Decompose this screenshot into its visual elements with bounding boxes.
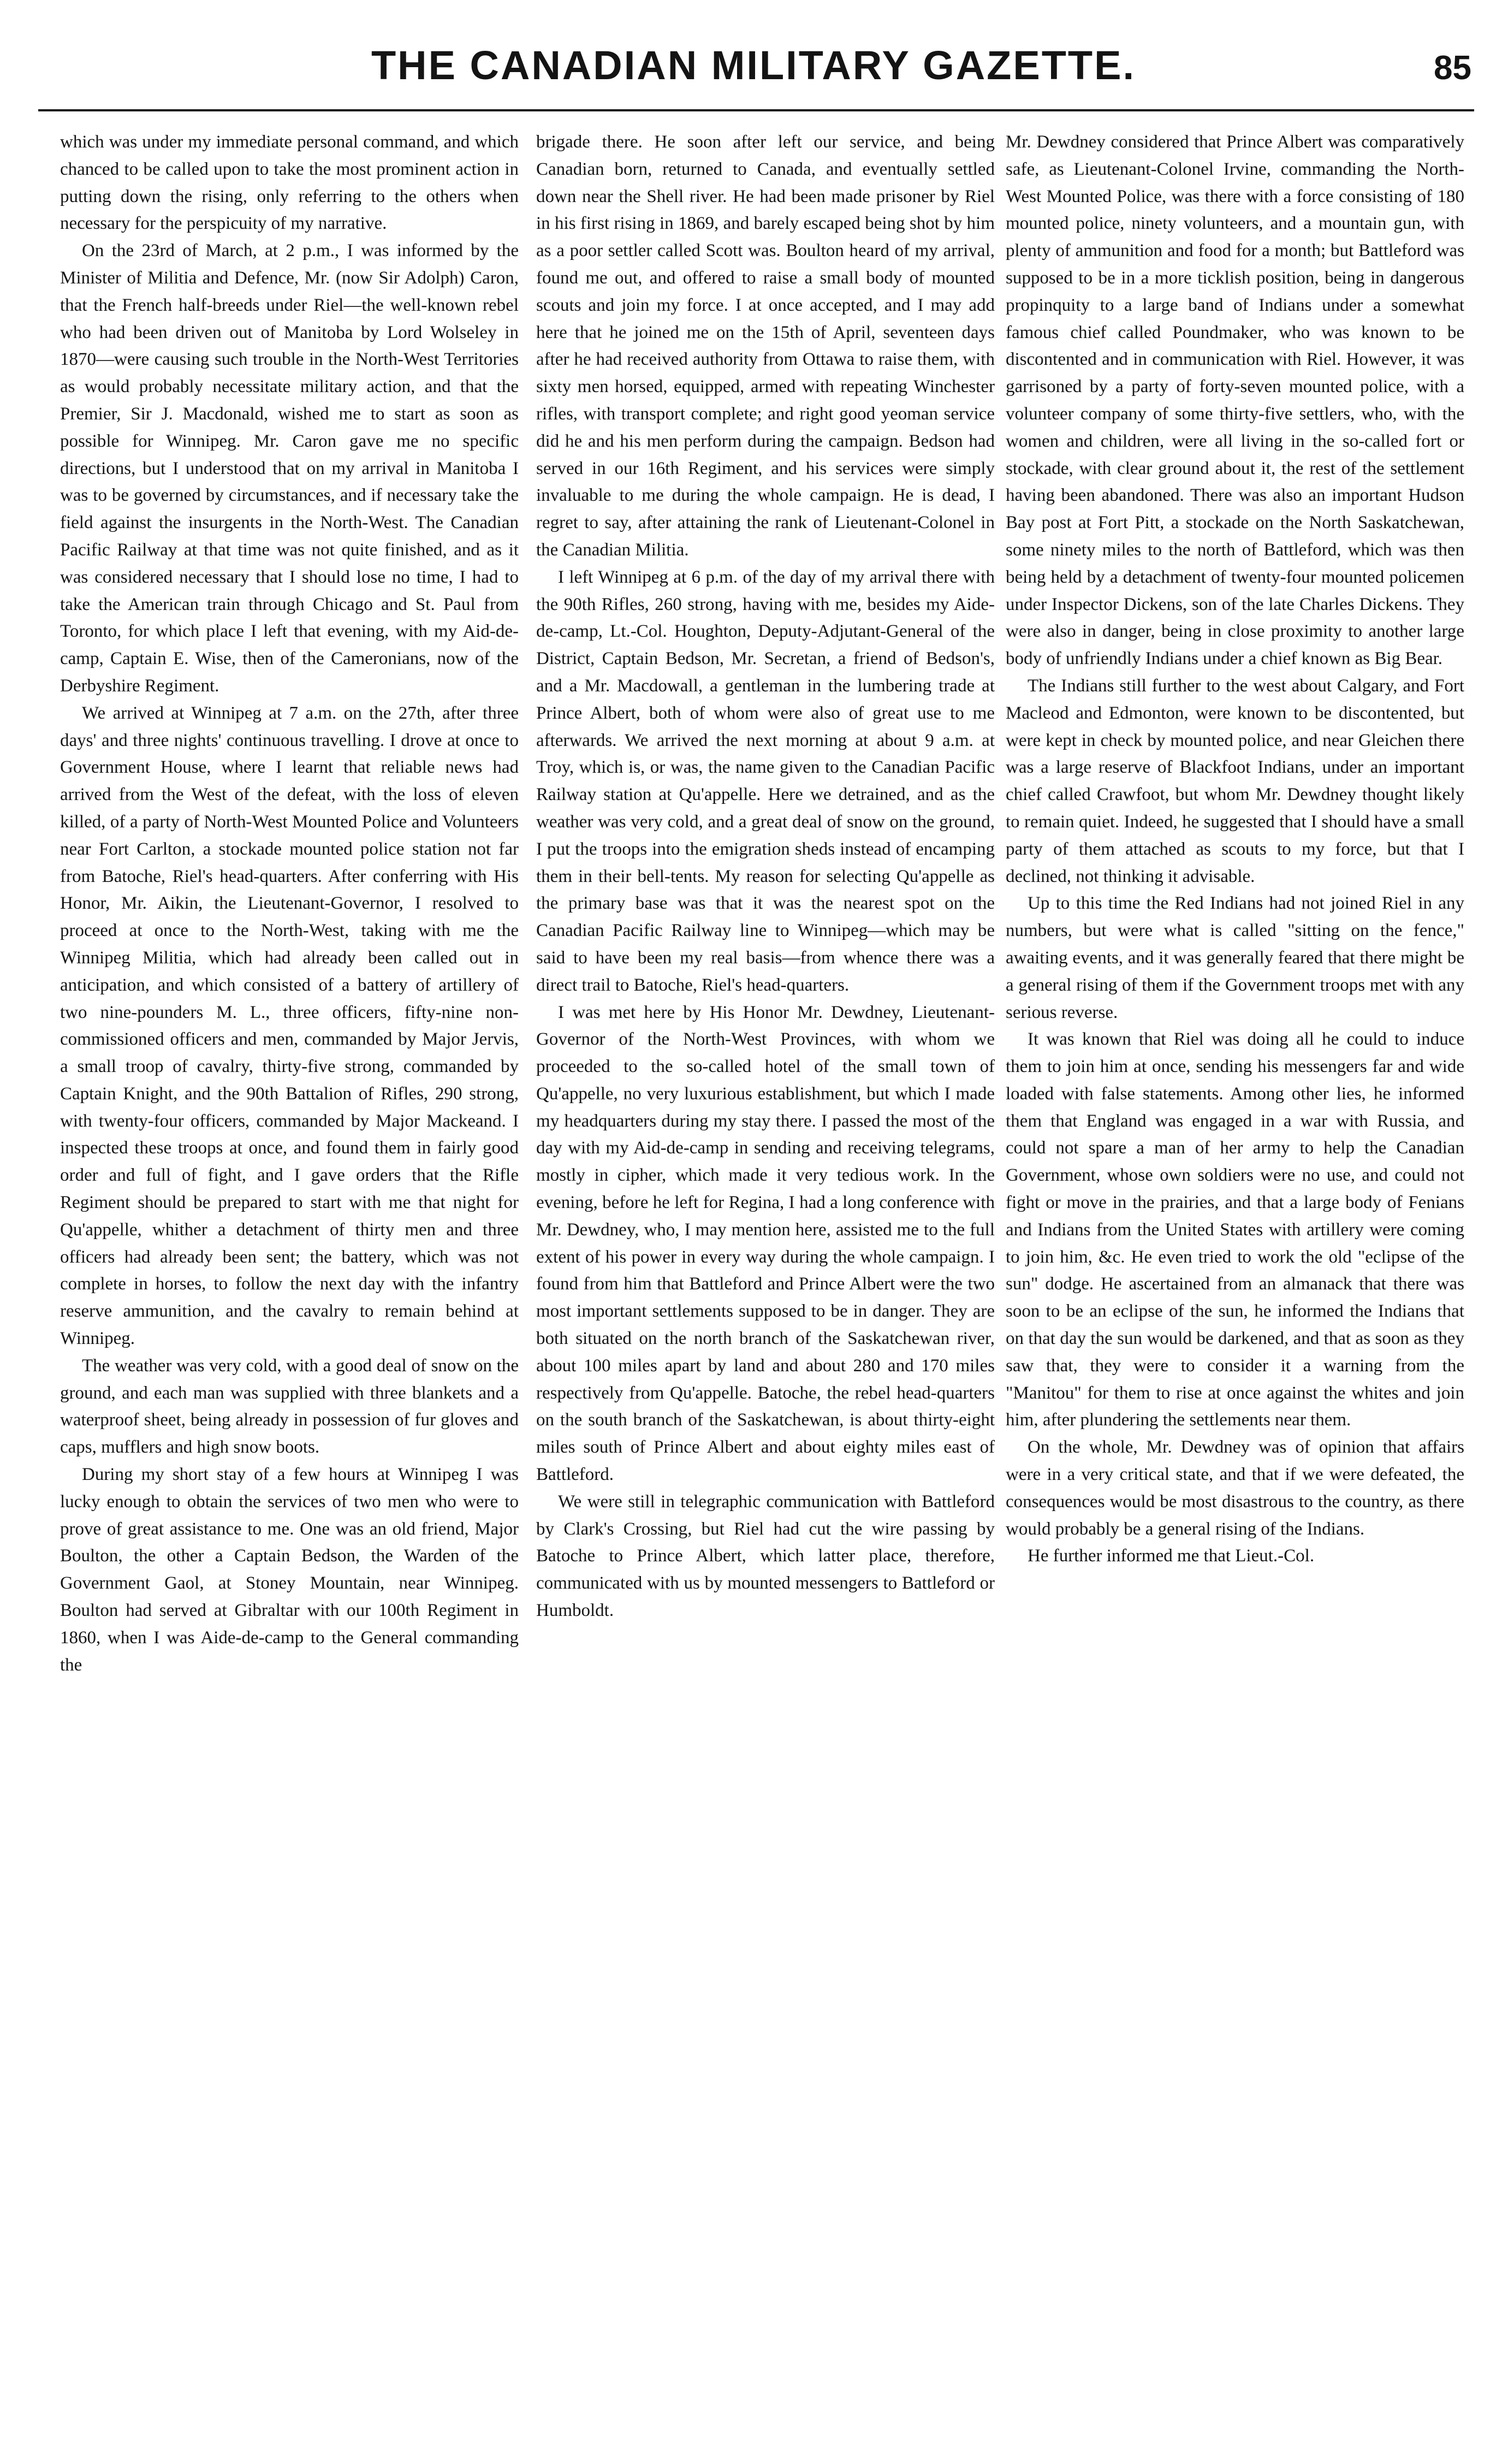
masthead-rule <box>38 109 1474 111</box>
paragraph: We arrived at Winnipeg at 7 a.m. on the 27th, after three days' and three nights' continuous travelling. I drove at once to Government House, where I learnt that reliable news had arrived from the West of the defeat, with the loss of eleven killed, of a party of North-West Mounted Police and Volunteers near Fort Carlton, a stockade mounted police station not far from Batoche, Riel's head-quarters. After conferring with His Honor, Mr. Aikin, the Lieutenant-Governor, I resolved to proceed at once to the North-West, taking with me the Winnipeg Militia, which had already been called out in anticipation, and which consisted of a battery of artillery of two nine-pounders M. L., three officers, fifty-nine non-commissioned officers and men, commanded by Major Jervis, a small troop of cavalry, thirty-five strong, commanded by Captain Knight, and the 90th Battalion of Rifles, 290 strong, with twenty-four officers, commanded by Major Mackeand. I inspected these troops at once, and found them in fairly good order and full of fight, and I gave orders that the Rifle Regiment should be prepared to start with me that night for Qu'appelle, whither a detachment of thirty men and three officers had already been sent; the battery, which was not complete in horses, to follow the next day with the infantry reserve ammunition, and the cavalry to remain behind at Winnipeg. <box>60 703 519 1349</box>
masthead <box>16 33 1491 109</box>
column-2 <box>536 129 995 1625</box>
paragraph: On the 23rd of March, at 2 p.m., I was informed by the Minister of Militia and Defence, Mr. (now Sir Adolph) Caron, that the French half-breeds under Riel—the well-known rebel who had been driven out of Manitoba by Lord Wolseley in 1870—were causing such trouble in the North-West Territories as would probably necessitate military action, and that the Premier, Sir J. Macdonald, wished me to start as soon as possible for Winnipeg. Mr. Caron gave me no specific directions, but I understood that on my arrival in Manitoba I was to be governed by circumstances, and if necessary take the field against the insurgents in the North-West. The Canadian Pacific Railway at that time was not quite finished, and as it was considered necessary that I should lose no time, I had to take the American train through Chicago and St. Paul from Toronto, for which place I left that evening, with my Aid-de-camp, Captain E. Wise, then of the Cameronians, now of the Derbyshire Regiment. <box>60 241 519 696</box>
paragraph: On the whole, Mr. Dewdney was of opinion that affairs were in a very critical state, and that if we were defeated, the consequences would be most disastrous to the country, as there would probably be a general rising of the Indians. <box>1006 1437 1464 1539</box>
page-number: 85 <box>1434 49 1471 87</box>
paragraph: The weather was very cold, with a good deal of snow on the ground, and each man was supplied with three blankets and a waterproof sheet, being already in possession of fur gloves and caps, mufflers and high snow boots. <box>60 1355 519 1458</box>
paragraph: During my short stay of a few hours at Winnipeg I was lucky enough to obtain the services of two men who were to prove of great assistance to me. One was an old friend, Major Boulton, the other a Captain Bedson, the Warden of the Government Gaol, at Stoney Mountain, near Winnipeg. Boulton had served at Gibraltar with our 100th Regiment in 1860, when I was Aide-de-camp to the General commanding the <box>60 1465 519 1675</box>
paragraph: brigade there. He soon after left our service, and being Canadian born, returned to Canada, and eventually settled down near the Shell river. He had been made prisoner by Riel in his first rising in 1869, and barely escaped being shot by him as a poor settler called Scott was. Boulton heard of my arrival, found me out, and offered to raise a small body of mounted scouts and join my force. I at once accepted, and I may add here that he joined me on the 15th of April, seventeen days after he had received authority from Ottawa to raise them, with sixty men horsed, equipped, armed with repeating Winchester rifles, with transport complete; and right good yeoman service did he and his men perform during the campaign. Bedson had served in our 16th Regiment, and his services were simply invaluable to me during the whole campaign. He is dead, I regret to say, after attaining the rank of Lieutenant-Colonel in the Canadian Militia. <box>536 132 995 560</box>
paragraph: Mr. Dewdney considered that Prince Albert was comparatively safe, as Lieutenant-Colonel Irvine, commanding the North-West Mounted Police, was there with a force consisting of 180 mounted police, ninety volunteers, and a mountain gun, with plenty of ammunition and food for a month; but Battleford was supposed to be in a more ticklish position, being in dangerous propinquity to a large band of Indians under a somewhat famous chief called Poundmaker, who was known to be discontented and in communication with Riel. However, it was garrisoned by a party of forty-seven mounted police, with a volunteer company of some thirty-five settlers, who, with the women and children, were all living in the so-called fort or stockade, with clear ground about it, the rest of the settlement having been abandoned. There was also an important Hudson Bay post at Fort Pitt, a stockade on the North Saskatchewan, some ninety miles to the north of Battleford, which was then being held by a detachment of twenty-four mounted policemen under Inspector Dickens, son of the late Charles Dickens. They were also in danger, being in close proximity to another large body of unfriendly Indians under a chief known as Big Bear. <box>1006 132 1464 669</box>
page-title: THE CANADIAN MILITARY GAZETTE. <box>371 43 1136 88</box>
paragraph: He further informed me that Lieut.-Col. <box>1028 1546 1315 1566</box>
paragraph: We were still in telegraphic communication with Battleford by Clark's Crossing, but Riel had cut the wire passing by Batoche to Prince Albert, which latter place, therefore, communicated with us by mounted messengers to Battleford or Humboldt. <box>536 1491 995 1621</box>
paragraph: It was known that Riel was doing all he could to induce them to join him at once, sending his messengers far and wide loaded with false statements. Among other lies, he informed them that England was engaged in a war with Russia, and could not spare a man of her army to help the Canadian Government, whose own soldiers were no use, and could not fight or move in the prairies, and that a large body of Fenians and Indians from the United States with artillery were coming to join him, &c. He even tried to work the old "eclipse of the sun" dodge. He ascertained from an almanack that there was soon to be an eclipse of the sun, he informed the Indians that on that day the sun would be darkened, and that as soon as they saw that, they were to consider it a warning from the "Manitou" for them to rise at once against the whites and join him, after plundering the settlements near them. <box>1006 1029 1464 1430</box>
paragraph: I was met here by His Honor Mr. Dewdney, Lieutenant-Governor of the North-West Provinces, with whom we proceeded to the so-called hotel of the small town of Qu'appelle, no very luxurious establishment, but which I made my headquarters during my stay there. I passed the most of the day with my Aid-de-camp in sending and receiving telegrams, mostly in cipher, which made it very tedious work. In the evening, before he left for Regina, I had a long conference with Mr. Dewdney, who, I may mention here, assisted me to the full extent of his power in every way during the whole campaign. I found from him that Battleford and Prince Albert were the two most important settlements supposed to be in danger. They are both situated on the north branch of the Saskatchewan river, about 100 miles apart by land and about 280 and 170 miles respectively from Qu'appelle. Batoche, the rebel head-quarters on the south branch of the Saskatchewan, is about thirty-eight miles south of Prince Albert and about eighty miles east of Battleford. <box>536 1002 995 1485</box>
paragraph: The Indians still further to the west about Calgary, and Fort Macleod and Edmonton, were known to be discontented, but were kept in check by mounted police, and near Gleichen there was a large reserve of Blackfoot Indians, under an important chief called Crawfoot, but whom Mr. Dewdney thought likely to remain quiet. Indeed, he suggested that I should have a small party of them attached as scouts to my force, but that I declined, not thinking it advisable. <box>1006 676 1464 886</box>
paragraph: I left Winnipeg at 6 p.m. of the day of my arrival there with the 90th Rifles, 260 strong, having with me, besides my Aide-de-camp, Lt.-Col. Houghton, Deputy-Adjutant-General of the District, Captain Bedson, Mr. Secretan, a friend of Bedson's, and a Mr. Macdowall, a gentleman in the lumbering trade at Prince Albert, both of whom were also of great use to me afterwards. We arrived the next morning at about 9 a.m. at Troy, which is, or was, the name given to the Canadian Pacific Railway station at Qu'appelle. Here we detrained, and as the weather was very cold, and a great deal of snow on the ground, I put the troops into the emigration sheds instead of encamping them in their bell-tents. My reason for selecting Qu'appelle as the primary base was that it was the nearest spot on the Canadian Pacific Railway line to Winnipeg—which may be said to have been my real basis—from whence there was a direct trail to Batoche, Riel's head-quarters. <box>536 567 995 995</box>
paragraph: Up to this time the Red Indians had not joined Riel in any numbers, but were what is called "sitting on the fence," awaiting events, and it was generally feared that there might be a general rising of them if the Government troops met with any serious reverse. <box>1006 893 1464 1022</box>
paragraph: which was under my immediate personal command, and which chanced to be called upon to take the most prominent action in putting down the rising, only referring to the others when necessary for the perspicuity of my narrative. <box>60 132 519 234</box>
column-3 <box>1006 129 1464 1570</box>
article-body <box>0 129 1508 2450</box>
column-1 <box>60 129 519 1679</box>
